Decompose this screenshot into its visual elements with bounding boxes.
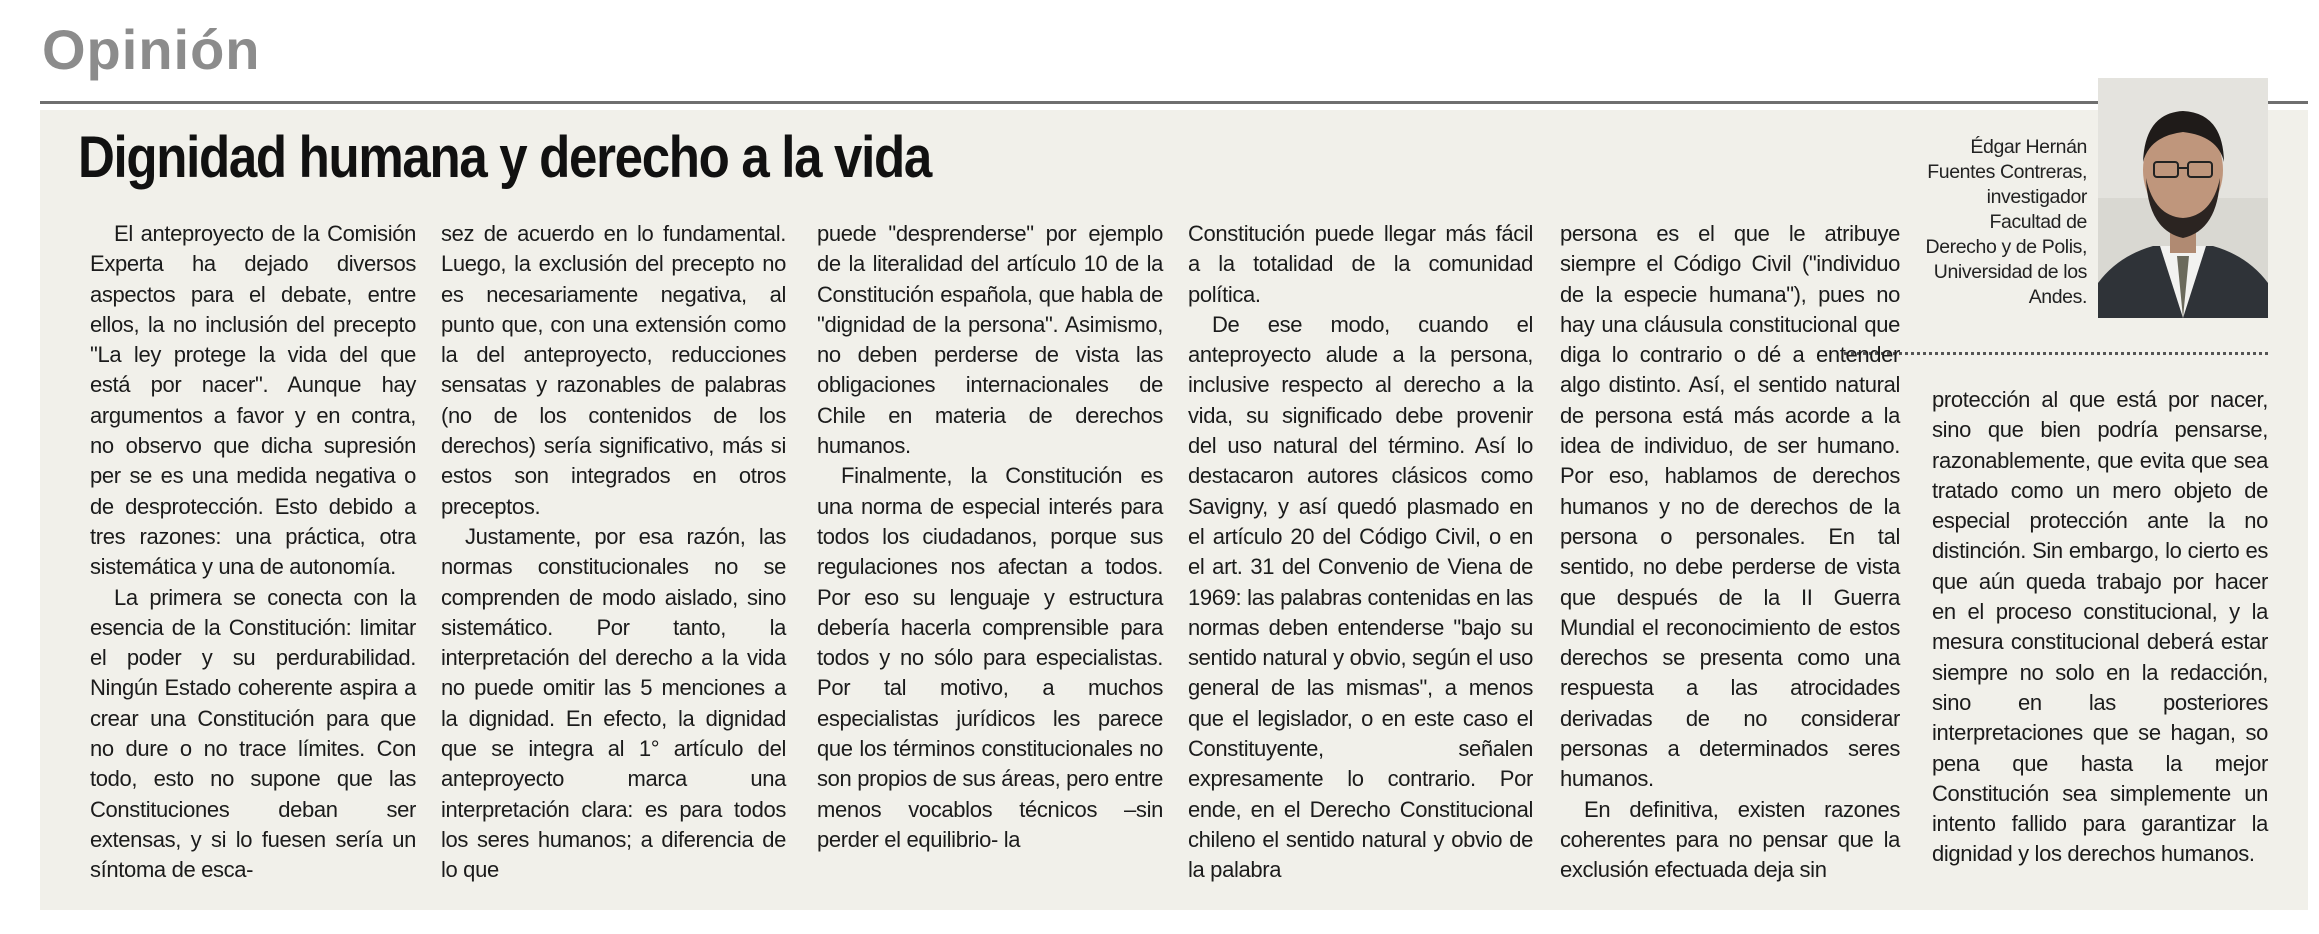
byline-line: Derecho y de Polis, <box>1925 236 2087 258</box>
byline-line: Facultad de <box>1989 211 2087 233</box>
byline-line: Édgar Hernán <box>1970 136 2087 158</box>
text-column-3 <box>817 219 1163 855</box>
byline-line: Andes. <box>2028 286 2087 308</box>
paragraph: Justamente, por esa razón, las normas constitucionales no se comprenden de modo aislado, sino sistemático. Por tanto, la interpretación del derecho a la vida no puede omitir las 5 menciones a la dignidad. En efecto, la dignidad que se integra al 1° artículo del anteproyecto marca una interpretación clara: es para todos los seres humanos; a diferencia de lo que <box>441 523 786 883</box>
byline-line: Universidad de los <box>1933 261 2087 283</box>
byline-line: investigador <box>1986 186 2087 208</box>
text-column-2 <box>441 219 786 886</box>
byline-line: Fuentes Contreras, <box>1927 161 2087 183</box>
section-divider <box>40 101 2308 104</box>
paragraph: Finalmente, la Constitución es una norma de especial interés para todos los ciudadanos, porque sus regulaciones nos afectan a todos. Por eso su lenguaje y estructura debería hacerla comprensible para todos y no sólo para especialistas. Por tal motivo, a muchos especialistas jurídicos les parece que los términos constitucionales no son propios de sus áreas, pero entre menos vocablos técnicos –sin perder el equilibrio- la <box>817 463 1163 852</box>
paragraph: En definitiva, existen razones coherentes para no pensar que la exclusión efectuada deja sin <box>1560 796 1900 883</box>
byline-divider <box>1844 352 2268 355</box>
paragraph: protección al que está por nacer, sino que bien podría pensarse, razonablemente, que evita que sea tratado como un mero objeto de especial protección ante la no distinción. Sin embargo, lo cierto es que aún queda trabajo por hacer en el proceso constitucional, y la mesura constitucional deberá estar siempre no solo en la redacción, sino en las posteriores interpretaciones que se hagan, so pena que hasta la mejor Constitución sea simplemente un intento fallido para garantizar la dignidad y los derechos humanos. <box>1932 387 2268 867</box>
paragraph: sez de acuerdo en lo fundamental. Luego, la exclusión del precepto no es necesariamente negativa, al punto que, con una extensión como la del anteproyecto, reducciones sensatas y razonables de palabras (no de los contenidos de los derechos) sería significativo, más si estos son integrados en otros preceptos. <box>441 221 786 519</box>
paragraph: De ese modo, cuando el anteproyecto alude a la persona, inclusive respecto al derecho a la vida, su significado debe provenir del uso natural del término. Así lo destacaron autores clásicos como Savigny, y así quedó plasmado en el artículo 20 del Código Civil, o en el art. 31 del Convenio de Viena de 1969: las palabras contenidas en las normas deben entenderse "bajo su sentido natural y obvio, según el uso general de las mismas", a menos que el legislador, o en este caso el Constituyente, señalen expresamente lo contrario. Por ende, en el Derecho Constitucional chileno el sentido natural y obvio de la palabra <box>1188 311 1533 883</box>
section-label: Opinión <box>42 18 261 81</box>
paragraph: El anteproyecto de la Comisión Experta ha dejado diversos aspectos para el debate, entre ellos, la no inclusión del precepto "La ley protege la vida del que está por nacer". Aunque hay argumentos a favor y en contra, no observo que dicha supresión per se es una medida negativa o de desprotección. Esto debido a tres razones: una práctica, otra sistemática y una de autonomía. <box>90 221 416 580</box>
paragraph: La primera se conecta con la esencia de la Constitución: limitar el poder y su perdurabilidad. Ningún Estado coherente aspira a crear una Constitución para que no dure o no trace límites. Con todo, esto no supone que las Constituciones deban ser extensas, y si lo fuesen sería un síntoma de esca- <box>90 584 416 883</box>
text-column-5 <box>1560 219 1900 886</box>
article-headline: Dignidad humana y derecho a la vida <box>78 125 931 190</box>
author-portrait-icon <box>2098 78 2268 318</box>
paragraph: Constitución puede llegar más fácil a la totalidad de la comunidad política. <box>1188 221 1533 307</box>
paragraph: persona es el que le atribuye siempre el Código Civil ("individuo de la especie humana"), pues no hay una cláusula constitucional que diga lo contrario o dé a entender algo distinto. Así, el sentido natural de persona está más acorde a la idea de individuo, de ser humano. Por eso, hablamos de derechos humanos y no de derechos de la persona o personales. En tal sentido, no debe perderse de vista que después de la II Guerra Mundial el reconocimiento de estos derechos se presenta como una respuesta a las atrocidades derivadas de no considerar personas a determinados seres humanos. <box>1560 221 1900 792</box>
text-column-1 <box>90 219 416 886</box>
text-column-6 <box>1932 385 2268 870</box>
text-column-4 <box>1188 219 1533 886</box>
author-photo <box>2098 78 2268 318</box>
paragraph: puede "desprenderse" por ejemplo de la literalidad del artículo 10 de la Constitución española, que habla de "dignidad de la persona". Asimismo, no deben perderse de vista las obligaciones internacionales de Chile en materia de derechos humanos. <box>817 221 1163 459</box>
